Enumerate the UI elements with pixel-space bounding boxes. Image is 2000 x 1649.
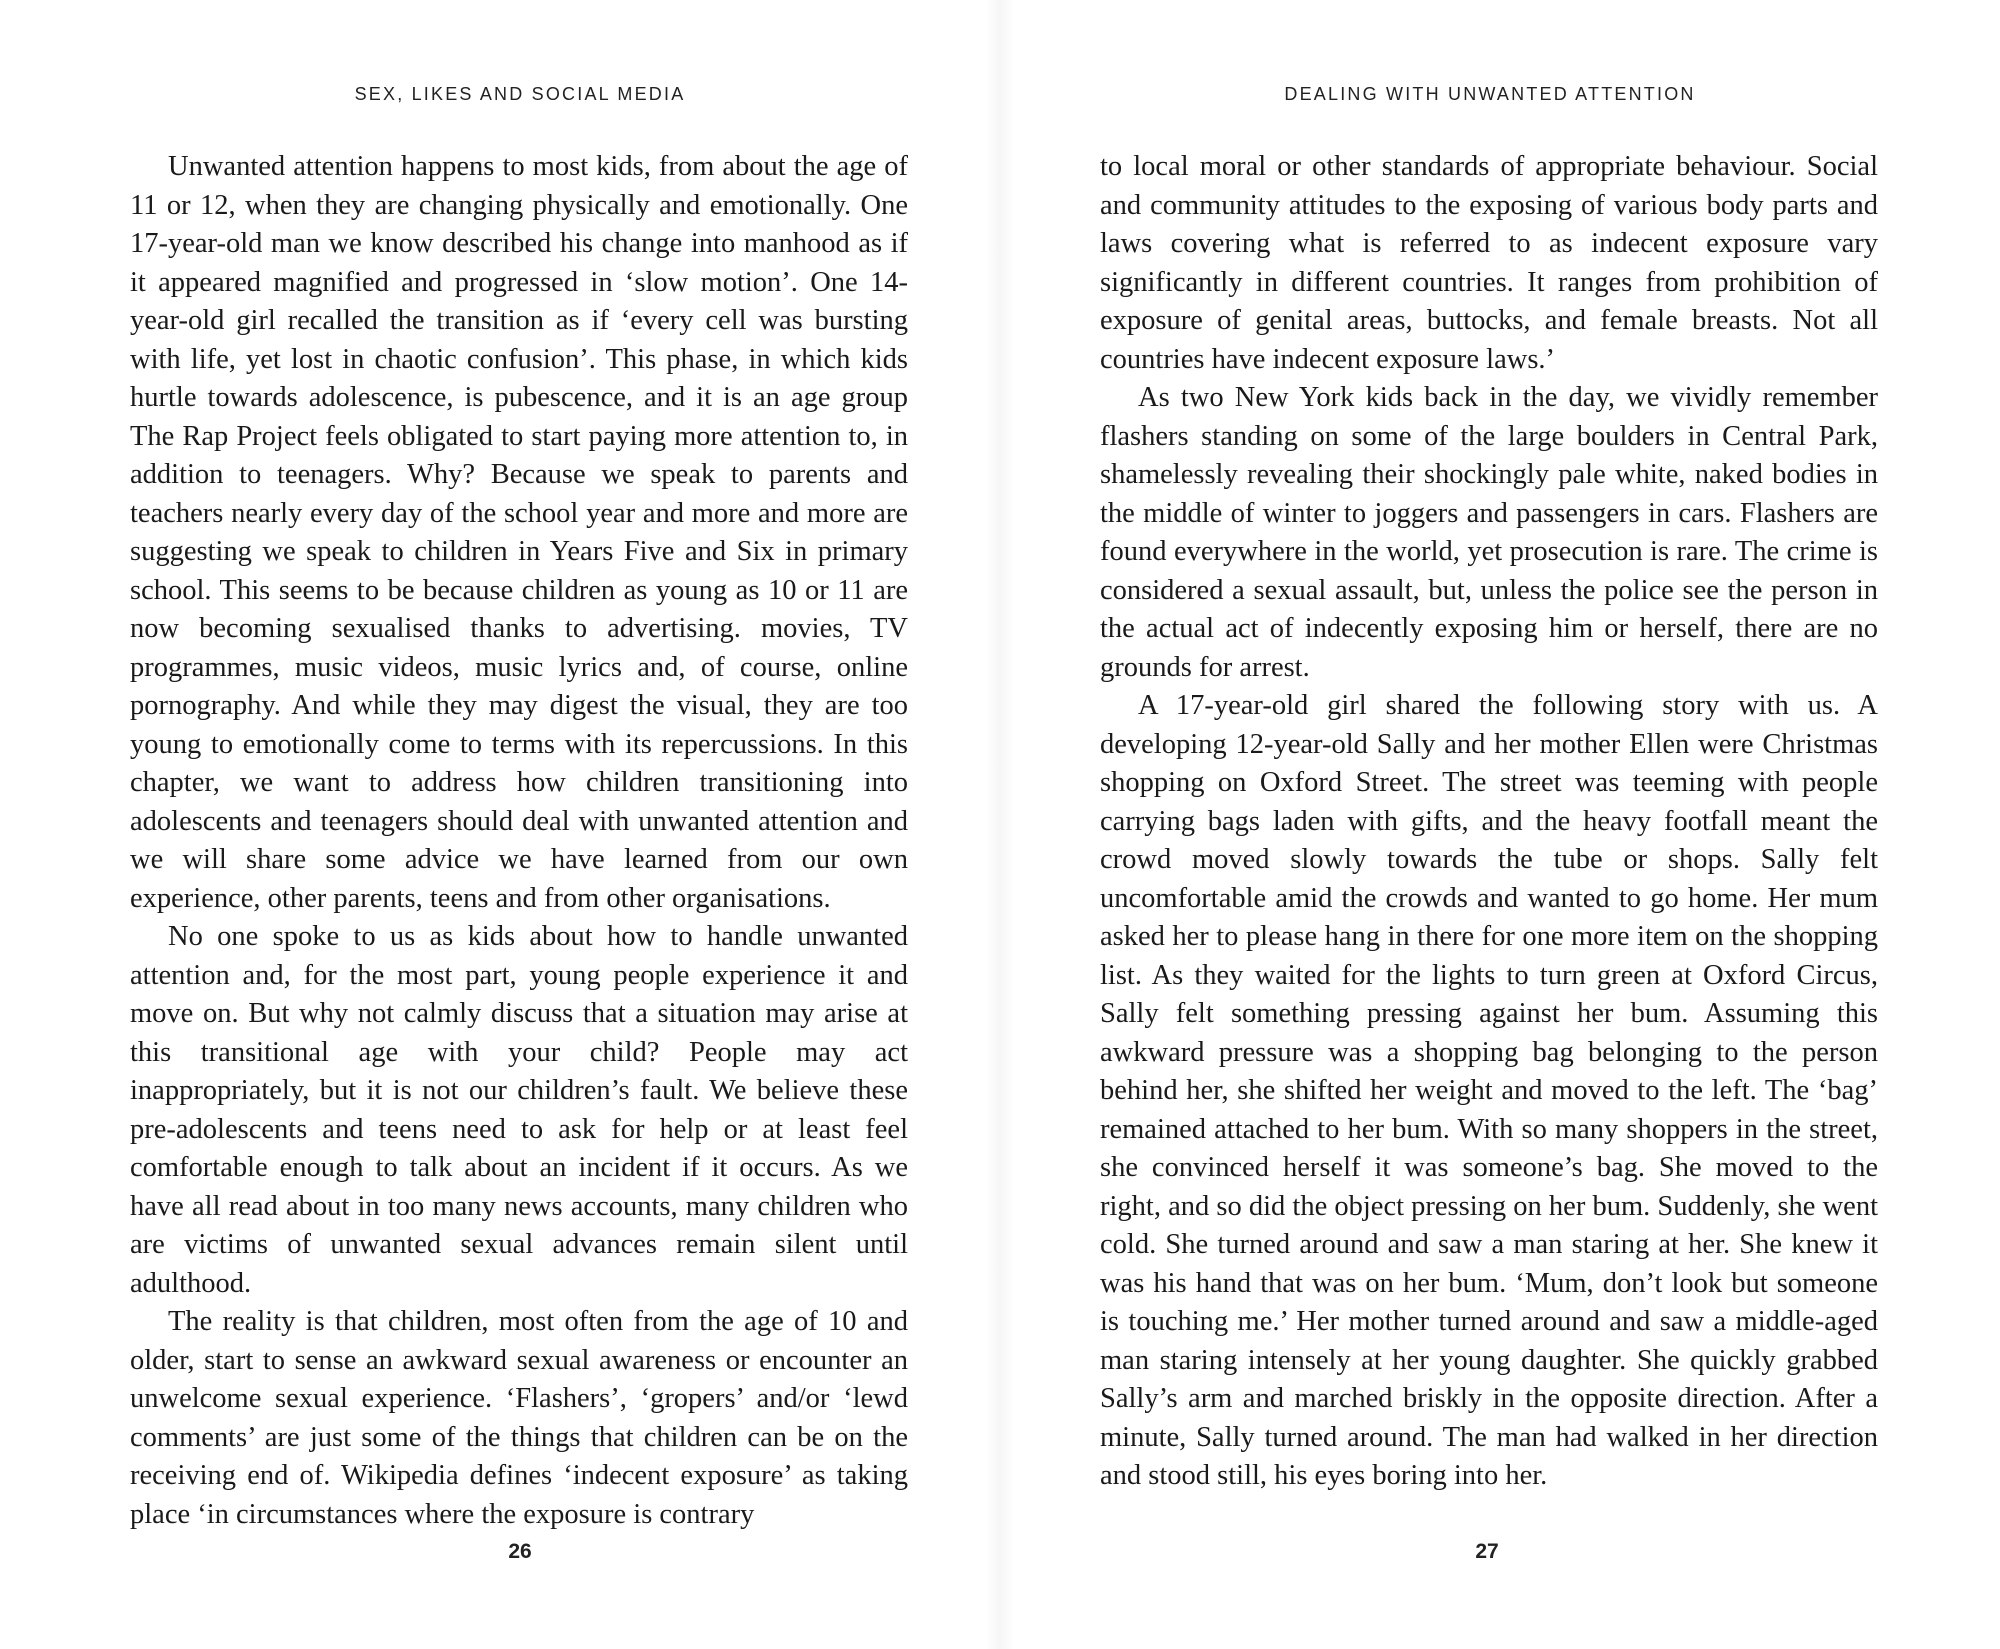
paragraph: As two New York kids back in the day, we vividly remember flashers standing on some of the large boulders in Central Park, shamelessly revealing their shockingly pale white, naked bodies in the middle of winter to joggers and passengers in cars. Flashers are found everywhere in the world, yet prosecution is rare. The crime is considered a sexual assault, but, unless the police see the person in the actual act of indecently exposing him or herself, there are no grounds for arrest. (1100, 382, 1878, 683)
right-page (1000, 0, 2000, 1649)
paragraph: The reality is that children, most often from the age of 10 and older, start to sense an awkward sexual awareness or encounter an unwelcome sexual experience. ‘Flashers’, ‘gropers’ and/or ‘lewd comments’ are just some of the things that children can be on the receiving end of. Wikipedia defines ‘indecent exposure’ as taking place ‘in circumstances where the exposure is contrary (130, 1306, 908, 1530)
page-number-right: 27 (1475, 1540, 1499, 1563)
running-head-left: SEX, LIKES AND SOCIAL MEDIA (354, 84, 686, 104)
paragraph: Unwanted attention happens to most kids, from about the age of 11 or 12, when they are changing physically and emotionally. One 17-year-old man we know described his change into manhood as if it appeared magnified and progressed in ‘slow motion’. One 14-year-old girl recalled the transition as if ‘every cell was bursting with life, yet lost in chaotic confusion’. This phase, in which kids hurtle towards adolescence, is pubescence, and it is an age group The Rap Project feels obligated to start paying more attention to, in addition to teenagers. Why? Because we speak to parents and teachers nearly every day of the school year and more and more are suggesting we speak to children in Years Five and Six in primary school. This seems to be because children as young as 10 or 11 are now becoming sexualised thanks to advertising. movies, TV programmes, music videos, music lyrics and, of course, online pornography. And while they may digest the visual, they are too young to emotionally come to terms with its repercussions. In this chapter, we want to address how children transitioning into adolescents and teenagers should deal with unwanted attention and we will share some advice we have learned from our own experience, other parents, teens and from other organisations. (130, 151, 908, 914)
paragraph-continued: to local moral or other standards of appropriate behaviour. Social and community attitudes to the exposing of various body parts and laws covering what is referred to as indecent exposure vary significantly in different countries. It ranges from prohibition of exposure of genital areas, buttocks, and female breasts. Not all countries have indecent exposure laws.’ (1100, 151, 1878, 375)
body-text-left (130, 148, 908, 1534)
paragraph: A 17-year-old girl shared the following story with us. A developing 12-year-old Sally and her mother Ellen were Christmas shopping on Oxford Street. The street was teeming with people carrying bags laden with gifts, and the heavy footfall meant the crowd moved slowly towards the tube or shops. Sally felt uncomfortable amid the crowds and wanted to go home. Her mum asked her to please hang in there for one more item on the shopping list. As they waited for the lights to turn green at Oxford Circus, Sally felt something pressing against her bum. Assuming this awkward pressure was a shopping bag belonging to the person behind her, she shifted her weight and moved to the left. The ‘bag’ remained attached to her bum. With so many shoppers in the street, she convinced herself it was someone’s bag. She moved to the right, and so did the object pressing on her bum. Suddenly, she went cold. She turned around and saw a man staring at her. She knew it was his hand that was on her bum. ‘Mum, don’t look but someone is touching me.’ Her mother turned around and saw a middle-aged man staring intensely at her young daughter. She quickly grabbed Sally’s arm and marched briskly in the opposite direction. After a minute, Sally turned around. The man had walked in her direction and stood still, his eyes boring into her. (1100, 690, 1878, 1491)
body-text-right (1100, 148, 1878, 1496)
running-head-right: DEALING WITH UNWANTED ATTENTION (1284, 84, 1696, 104)
page-number-left: 26 (508, 1540, 532, 1563)
paragraph: No one spoke to us as kids about how to handle unwanted attention and, for the most part, young people experience it and move on. But why not calmly discuss that a situation may arise at this transitional age with your child? People may act inappropriately, but it is not our children’s fault. We believe these pre-adolescents and teens need to ask for help or at least feel comfortable enough to talk about an incident if it occurs. As we have all read about in too many news accounts, many children who are victims of unwanted sexual advances remain silent until adulthood. (130, 921, 908, 1299)
